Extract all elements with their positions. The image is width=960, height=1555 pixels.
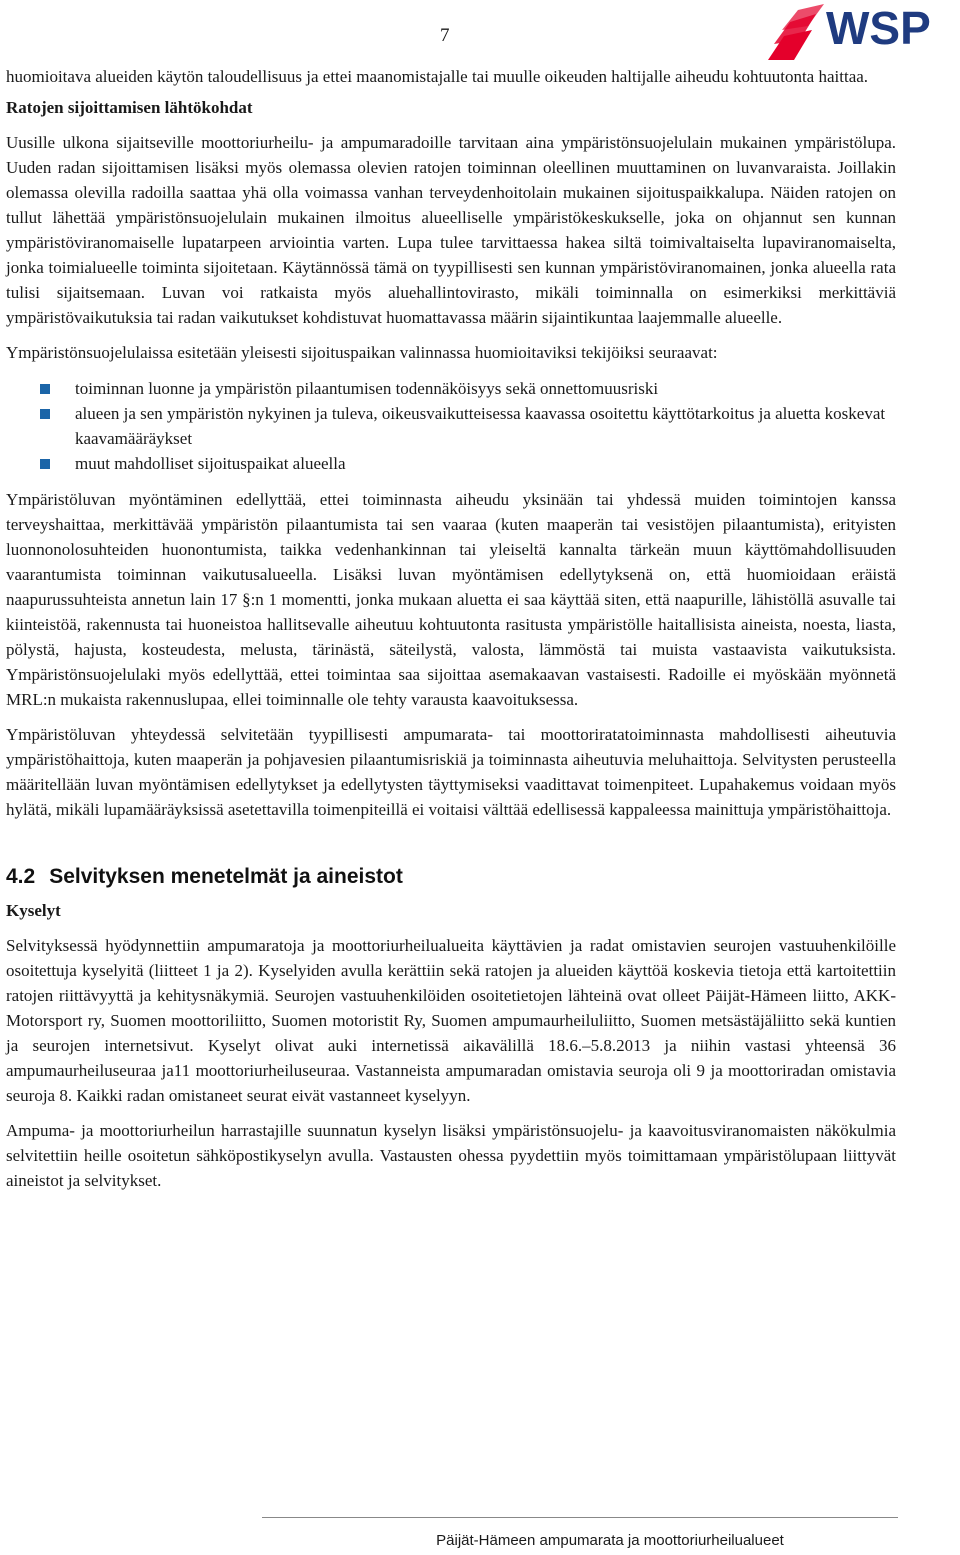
paragraph-2: Ympäristönsuojelulaissa esitetään yleisesti sijoituspaikan valinnassa huomioitaviksi tekijöiksi seuraavat: <box>6 343 718 362</box>
document-body <box>6 64 896 1193</box>
paragraph-3: Ympäristöluvan myöntäminen edellyttää, ettei toiminnasta aiheudu yksinään tai yhdessä muiden toimintojen kanssa terveyshaittaa, merkittävää ympäristön pilaantumista tai sen vaaraa (kuten maaperän tai vesistöjen pilaantumista), erityisten luonnonolosuhteiden huonontumista, taikka vedenhankinnan tai yleiseltä kannalta tärkeän muun käyttömahdollisuuden vaarantumista toiminnan vaikutusalueella. Lisäksi luvan myöntämisen edellytyksenä on, että huomioidaan eräistä naapurussuhteista annetun lain 17 §:n 1 momentti, jonka mukaan aluetta ei saa käyttää siten, että naapurille, lähistöllä asuvalle tai kiinteistöä, rakennusta tai huoneistoa hallitsevalle aiheutuu kohtuutonta rasitusta ympäristölle haitallisista aineista, noesta, liasta, pölystä, hajusta, kosteudesta, melusta, tärinästä, säteilystä, valosta, lämmöstä tai muista vastaavista vaikutuksista. Ympäristönsuojelulaki myös edellyttää, ettei toimintaa saa sijoittaa asemakaavan vastaisesti. Radoille ei myöskään myönnetä MRL:n mukaista rakennuslupaa, ellei toiminnalle ole tehty varausta kaavoituksessa. <box>6 490 896 709</box>
list-item-text: muut mahdolliset sijoituspaikat alueella <box>75 454 346 473</box>
section-title: Selvityksen menetelmät ja aineistot <box>49 865 403 888</box>
square-bullet-icon <box>40 409 50 419</box>
wsp-logo <box>764 0 960 60</box>
subheading-ratojen-sijoittaminen: Ratojen sijoittamisen lähtökohdat <box>6 98 253 117</box>
list-item-text: toiminnan luonne ja ympäristön pilaantumisen todennäköisyys sekä onnettomuusriski <box>75 379 659 398</box>
footer-divider <box>262 1517 898 1518</box>
logo-text: WSP <box>826 2 931 54</box>
section-heading <box>6 862 896 892</box>
page-number: 7 <box>440 25 450 46</box>
paragraph-6: Ampuma- ja moottoriurheilun harrastajille suunnatun kyselyn lisäksi ympäristönsuojelu- ja kaavoitusviranomaisten näkökulmia selvitettiin heille osoitetun sähköpostikyselyn avulla. Vastausten ohessa pyydettiin myös toimittamaan ympäristölupaan liittyvät aineistot ja selvitykset. <box>6 1121 896 1190</box>
list-item <box>6 451 896 476</box>
list-item-text: alueen ja sen ympäristön nykyinen ja tuleva, oikeusvaikutteisessa kaavassa osoitettu käyttötarkoitus ja aluetta koskevat kaavamääräykset <box>75 404 886 448</box>
paragraph-5: Selvityksessä hyödynnettiin ampumaratoja ja moottoriurheilualueita käyttävien ja radat omistavien seurojen vastuuhenkilöille osoitettuja kyselyitä (liitteet 1 ja 2). Kyselyiden avulla kerättiin sekä ratojen ja alueiden käyttöä koskevia tietoja että kartoitettiin ratojen riittävyyttä ja kehitysnäkymiä. Seurojen vastuuhenkilöiden osoitetietojen lähteinä ovat olleet Päijät-Hämeen liitto, AKK-Motorsport ry, Suomen moottoriliitto, Suomen motoristit Ry, Suomen ampumaurheiluliitto, Suomen metsästäjäliitto sekä kuntien ja seurojen internetsivut. Kyselyt olivat auki internetissä aikavälillä 18.6.–5.8.2013 ja niihin vastasi yhteensä 36 ampumaurheiluseuraa ja11 moottoriurheiluseuraa. Vastanneista ampumaradan omistavia seuroja oli 9 ja moottoriradan omistavia seuroja 8. Kaikki radan omistaneet seurat eivät vastanneet kyselyyn. <box>6 936 896 1105</box>
subheading-kyselyt: Kyselyt <box>6 901 61 920</box>
section-number: 4.2 <box>6 865 36 888</box>
intro-paragraph: huomioitava alueiden käytön taloudellisuus ja ettei maanomistajalle tai muulle oikeuden haltijalle aiheudu kohtuutonta haittaa. <box>6 67 869 86</box>
square-bullet-icon <box>40 384 50 394</box>
footer-text: Päijät-Hämeen ampumarata ja moottoriurheilualueet <box>436 1532 784 1549</box>
criteria-list <box>6 376 896 476</box>
paragraph-1: Uusille ulkona sijaitseville moottoriurheilu- ja ampumaradoille tarvitaan aina ympäristönsuojelulain mukainen ympäristölupa. Uuden radan sijoittamisen lisäksi myös olemassa olevien ratojen toiminnan oleellinen muuttaminen on luvanvaraista. Joillakin olemassa olevilla radoilla saattaa yhä olla voimassa vanhan terveydenhoitolain mukainen sijoituspaikkalupa. Näiden ratojen on tullut lähettää ympäristönsuojelulain mukainen ilmoitus alueelliselle ympäristökeskukselle, joka on ohjannut sen kunnan ympäristöviranomaiselle lupatarpeen arviointia varten. Lupa tulee tarvittaessa hakea siltä toimivaltaiselta lupaviranomaiselta, jonka toimialueelle toiminta sijoitetaan. Käytännössä tämä on tyypillisesti sen kunnan ympäristöviranomainen, jonka alueella rata tulisi sijaitsemaan. Luvan voi ratkaista myös aluehallintovirasto, mikäli toiminnalla on esimerkiksi merkittäviä ympäristövaikutuksia tai radan vaikutukset kohdistuvat huomattavassa määrin sijaintikuntaa laajemmalle alueelle. <box>6 133 896 327</box>
list-item <box>6 376 896 401</box>
paragraph-4: Ympäristöluvan yhteydessä selvitetään tyypillisesti ampumarata- tai moottoriratatoiminnasta mahdollisesti aiheutuvia ympäristöhaittoja, kuten maaperän ja pohjavesien pilaantumisriskiä ja toiminnasta aiheutuvia meluhaittoja. Selvitysten perusteella määritellään luvan myöntämisen edellytykset ja edellytysten täyttymiseksi vaadittavat toimenpiteet. Lupahakemus voidaan myös hylätä, mikäli lupamääräyksissä asetettavilla toimenpiteillä ei voitaisi välttää edellisessä kappaleessa mainittuja ympäristöhaittoja. <box>6 725 896 819</box>
square-bullet-icon <box>40 459 50 469</box>
list-item <box>6 401 896 451</box>
